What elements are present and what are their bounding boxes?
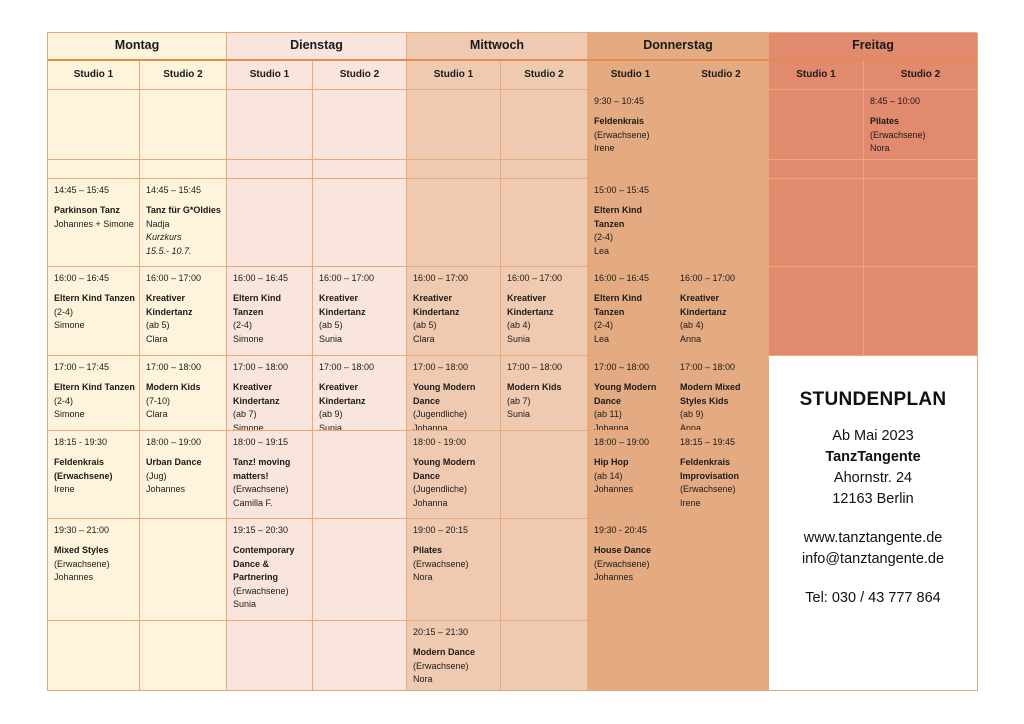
- class-name: Modern Kids: [146, 382, 201, 393]
- class-time: 16:00 – 17:00: [680, 273, 736, 283]
- class-audience: (7-10): [146, 395, 171, 406]
- class-slot: [407, 356, 501, 431]
- class-teacher: Nora: [413, 572, 433, 583]
- class-slot: [407, 621, 501, 691]
- empty-slot: [769, 179, 864, 267]
- class-name: Hip Hop: [594, 457, 629, 468]
- class-time: 19:30 - 20:45: [594, 525, 648, 535]
- class-time: 17:00 – 18:00: [594, 362, 650, 372]
- class-teacher: Lea: [594, 245, 610, 256]
- class-audience: (ab 4): [680, 320, 704, 331]
- class-teacher: Clara: [413, 333, 435, 344]
- class-name: Young Modern Dance: [594, 382, 657, 406]
- class-teacher: Sunia: [319, 422, 343, 431]
- class-slot: [674, 267, 769, 356]
- empty-slot: [140, 519, 227, 621]
- class-time: 17:00 – 18:00: [507, 362, 563, 372]
- empty-slot: [864, 179, 978, 267]
- class-name: Mixed Styles: [54, 545, 109, 556]
- class-audience: (ab 5): [146, 320, 170, 331]
- empty-slot: [407, 90, 501, 160]
- day-header-mittwoch: Mittwoch: [407, 33, 588, 61]
- class-audience: (2-4): [54, 395, 74, 406]
- class-teacher: Nora: [413, 674, 433, 685]
- class-teacher: Johannes + Simone: [54, 218, 134, 229]
- empty-slot: [407, 160, 501, 179]
- class-time: 16:00 – 16:45: [54, 273, 110, 283]
- class-teacher: Sunia: [233, 599, 257, 610]
- studio-header: Studio 2: [313, 61, 407, 90]
- class-audience: (ab 7): [507, 395, 531, 406]
- class-slot: [588, 356, 674, 431]
- class-name: Tanz für G*Oldies: [146, 205, 221, 216]
- empty-slot: [313, 519, 407, 621]
- class-slot: [588, 179, 674, 267]
- class-slot: [407, 267, 501, 356]
- class-audience: (ab 9): [319, 409, 343, 420]
- class-name: Feldenkrais (Erwachsene): [54, 457, 113, 481]
- class-name: Young Modern Dance: [413, 382, 476, 406]
- class-time: 9:30 – 10:45: [594, 96, 645, 106]
- empty-slot: [313, 431, 407, 519]
- class-time: 17:00 – 18:00: [146, 362, 202, 372]
- class-time: 16:00 – 17:00: [413, 273, 469, 283]
- class-name: Contemporary Dance & Partnering: [233, 545, 295, 583]
- class-time: 16:00 – 17:00: [319, 273, 375, 283]
- class-audience: (Erwachsene): [233, 585, 289, 596]
- class-audience: (2-4): [594, 232, 614, 243]
- class-teacher: Simone: [233, 333, 264, 344]
- class-time: 16:00 – 17:00: [507, 273, 563, 283]
- class-name: Kreativer Kindertanz: [146, 293, 193, 317]
- day-header-donnerstag: Donnerstag: [588, 33, 769, 61]
- valid-since: Ab Mai 2023: [832, 428, 914, 444]
- empty-slot: [313, 90, 407, 160]
- day-header-freitag: Freitag: [769, 33, 978, 61]
- class-teacher: Clara: [146, 333, 168, 344]
- class-teacher: Nora: [870, 143, 890, 154]
- class-teacher: Lea: [594, 333, 610, 344]
- class-slot: [407, 519, 501, 621]
- class-teacher: Simone: [54, 409, 85, 420]
- class-audience: (Erwachsene): [233, 484, 289, 495]
- class-name: Eltern Kind Tanzen: [54, 293, 135, 304]
- class-time: 18:00 – 19:00: [594, 437, 650, 447]
- empty-slot: [313, 179, 407, 267]
- class-name: Tanz! moving matters!: [233, 457, 291, 481]
- class-slot: [313, 267, 407, 356]
- class-time: 17:00 – 18:00: [413, 362, 469, 372]
- empty-slot: [674, 621, 769, 691]
- class-slot: [227, 519, 313, 621]
- class-time: 14:45 – 15:45: [54, 185, 110, 195]
- class-teacher: Johanna: [413, 497, 448, 508]
- empty-slot: [313, 621, 407, 691]
- class-time: 19:00 – 20:15: [413, 525, 469, 535]
- class-time: 19:30 – 21:00: [54, 525, 110, 535]
- class-time: 14:45 – 15:45: [146, 185, 202, 195]
- class-name: Modern Dance: [413, 647, 476, 658]
- class-teacher: Camilla F.: [233, 497, 273, 508]
- class-slot: [227, 356, 313, 431]
- empty-slot: [227, 160, 313, 179]
- class-time: 18:15 – 19:45: [680, 437, 736, 447]
- class-slot: [588, 267, 674, 356]
- class-name: Kreativer Kindertanz: [680, 293, 727, 317]
- studio-header: Studio 2: [501, 61, 588, 90]
- class-time: 20:15 – 21:30: [413, 627, 469, 637]
- empty-slot: [501, 90, 588, 160]
- class-time: 16:00 – 17:00: [146, 273, 202, 283]
- class-audience: (2-4): [54, 306, 74, 317]
- class-audience: (2-4): [233, 320, 253, 331]
- empty-slot: [140, 160, 227, 179]
- empty-slot: [501, 431, 588, 519]
- class-time: 18:00 – 19:15: [233, 437, 289, 447]
- class-slot: [674, 356, 769, 431]
- class-name: Kreativer Kindertanz: [319, 293, 366, 317]
- class-slot: [588, 90, 674, 160]
- studio-name: TanzTangente: [825, 449, 921, 465]
- class-teacher: Johannes: [54, 572, 94, 583]
- class-name: Parkinson Tanz: [54, 205, 120, 216]
- schedule-title: STUNDENPLAN: [799, 389, 947, 410]
- address-city: 12163 Berlin: [832, 491, 914, 507]
- class-slot: [588, 431, 674, 519]
- address-street: Ahornstr. 24: [833, 470, 913, 486]
- empty-slot: [769, 267, 864, 356]
- class-audience: (ab 7): [233, 409, 257, 420]
- empty-slot: [48, 621, 140, 691]
- class-teacher: Johannes: [594, 572, 634, 583]
- class-name: Eltern Kind Tanzen: [594, 205, 643, 229]
- class-name: Urban Dance: [146, 457, 202, 468]
- class-audience: (Jug): [146, 470, 167, 481]
- class-name: Kreativer Kindertanz: [233, 382, 280, 406]
- class-name: Feldenkrais Improvisation: [680, 457, 740, 481]
- class-audience: (Erwachsene): [680, 484, 736, 495]
- class-name: Modern Mixed Styles Kids: [680, 382, 741, 406]
- class-name: Modern Kids: [507, 382, 562, 393]
- website-link[interactable]: www.tanztangente.de: [803, 530, 943, 546]
- class-slot: [501, 267, 588, 356]
- class-time: 18:00 – 19:00: [146, 437, 202, 447]
- day-header-dienstag: Dienstag: [227, 33, 407, 61]
- class-name: Feldenkrais: [594, 116, 645, 127]
- day-header-montag: Montag: [48, 33, 227, 61]
- class-time: 17:00 – 18:00: [680, 362, 736, 372]
- empty-slot: [674, 160, 769, 179]
- class-name: Kreativer Kindertanz: [319, 382, 366, 406]
- class-time: 18:00 - 19:00: [413, 437, 467, 447]
- studio-header: Studio 2: [674, 61, 769, 90]
- class-audience: (Erwachsene): [870, 129, 926, 140]
- class-name: Kreativer Kindertanz: [507, 293, 554, 317]
- class-name: Young Modern Dance: [413, 457, 476, 481]
- class-audience: (Erwachsene): [54, 558, 110, 569]
- class-teacher: Simone: [54, 320, 85, 331]
- empty-slot: [48, 90, 140, 160]
- empty-slot: [227, 179, 313, 267]
- empty-slot: [501, 519, 588, 621]
- class-teacher: Sunia: [507, 409, 531, 420]
- class-slot: [48, 431, 140, 519]
- empty-slot: [674, 179, 769, 267]
- studio-header: Studio 1: [407, 61, 501, 90]
- studio-info-panel: [769, 356, 978, 691]
- class-teacher: Simone: [233, 422, 264, 431]
- empty-slot: [227, 621, 313, 691]
- class-time: 17:00 – 18:00: [319, 362, 375, 372]
- class-audience: (2-4): [594, 320, 614, 331]
- class-slot: [48, 179, 140, 267]
- class-audience: (Erwachsene): [594, 558, 650, 569]
- studio-header: Studio 1: [227, 61, 313, 90]
- class-teacher: Johannes: [146, 484, 186, 495]
- class-audience: (Jugendliche): [413, 409, 468, 420]
- class-slot: [227, 431, 313, 519]
- studio-header: Studio 1: [48, 61, 140, 90]
- class-teacher: Irene: [594, 143, 615, 154]
- empty-slot: [227, 90, 313, 160]
- empty-slot: [140, 621, 227, 691]
- class-audience: (ab 9): [680, 409, 704, 420]
- class-teacher: Irene: [680, 497, 701, 508]
- empty-slot: [501, 621, 588, 691]
- empty-slot: [48, 160, 140, 179]
- empty-slot: [313, 160, 407, 179]
- empty-slot: [407, 179, 501, 267]
- empty-slot: [588, 160, 674, 179]
- class-slot: [48, 356, 140, 431]
- class-audience: (Erwachsene): [413, 660, 469, 671]
- phone-number[interactable]: Tel: 030 / 43 777 864: [805, 590, 941, 606]
- class-slot: [140, 179, 227, 267]
- class-slot: [140, 431, 227, 519]
- class-slot: [48, 267, 140, 356]
- class-slot: [864, 90, 978, 160]
- email-link[interactable]: info@tanztangente.de: [801, 551, 945, 567]
- class-name: Eltern Kind Tanzen: [594, 293, 643, 317]
- class-slot: [501, 356, 588, 431]
- class-teacher: Johannes: [594, 484, 634, 495]
- class-audience: (ab 14): [594, 470, 623, 481]
- class-audience: (ab 5): [413, 320, 437, 331]
- class-teacher: Anna: [680, 422, 702, 431]
- class-name: Eltern Kind Tanzen: [233, 293, 282, 317]
- class-name: Pilates: [413, 545, 443, 556]
- class-audience: (ab 5): [319, 320, 343, 331]
- studio-header: Studio 2: [864, 61, 978, 90]
- empty-slot: [769, 90, 864, 160]
- class-time: 18:15 - 19:30: [54, 437, 108, 447]
- class-audience: (Erwachsene): [594, 129, 650, 140]
- class-teacher: Clara: [146, 409, 168, 420]
- class-name: Pilates: [870, 116, 900, 127]
- class-slot: [313, 356, 407, 431]
- studio-header: Studio 2: [140, 61, 227, 90]
- empty-slot: [864, 267, 978, 356]
- class-teacher: Johanna: [413, 422, 448, 431]
- class-audience: (ab 4): [507, 320, 531, 331]
- empty-slot: [140, 90, 227, 160]
- studio-header: Studio 1: [588, 61, 674, 90]
- empty-slot: [769, 160, 864, 179]
- class-time: 19:15 – 20:30: [233, 525, 289, 535]
- class-audience: (Jugendliche): [413, 484, 468, 495]
- class-teacher: Johanna: [594, 422, 629, 431]
- class-slot: [407, 431, 501, 519]
- class-slot: [227, 267, 313, 356]
- class-time: 16:00 – 16:45: [233, 273, 289, 283]
- empty-slot: [864, 160, 978, 179]
- class-teacher: Irene: [54, 484, 75, 495]
- class-name: Eltern Kind Tanzen: [54, 382, 135, 393]
- class-time: 16:00 – 16:45: [594, 273, 650, 283]
- empty-slot: [674, 519, 769, 621]
- class-dates: 15.5.- 10.7.: [146, 245, 192, 256]
- class-teacher: Sunia: [319, 333, 343, 344]
- class-teacher: Anna: [680, 333, 702, 344]
- empty-slot: [501, 160, 588, 179]
- timetable-grid: [47, 32, 977, 691]
- class-time: 8:45 – 10:00: [870, 96, 921, 106]
- empty-slot: [588, 621, 674, 691]
- class-name: House Dance: [594, 545, 652, 556]
- empty-slot: [674, 90, 769, 160]
- class-audience: (Erwachsene): [413, 558, 469, 569]
- class-teacher: Nadja: [146, 218, 170, 229]
- class-audience: (ab 11): [594, 409, 622, 420]
- class-slot: [140, 267, 227, 356]
- class-slot: [588, 519, 674, 621]
- class-slot: [674, 431, 769, 519]
- class-name: Kreativer Kindertanz: [413, 293, 460, 317]
- class-teacher: Sunia: [507, 333, 531, 344]
- class-note: Kurzkurs: [146, 232, 182, 243]
- studio-header: Studio 1: [769, 61, 864, 90]
- class-time: 17:00 – 18:00: [233, 362, 289, 372]
- class-time: 17:00 – 17:45: [54, 362, 110, 372]
- class-slot: [140, 356, 227, 431]
- empty-slot: [501, 179, 588, 267]
- class-slot: [48, 519, 140, 621]
- class-time: 15:00 – 15:45: [594, 185, 650, 195]
